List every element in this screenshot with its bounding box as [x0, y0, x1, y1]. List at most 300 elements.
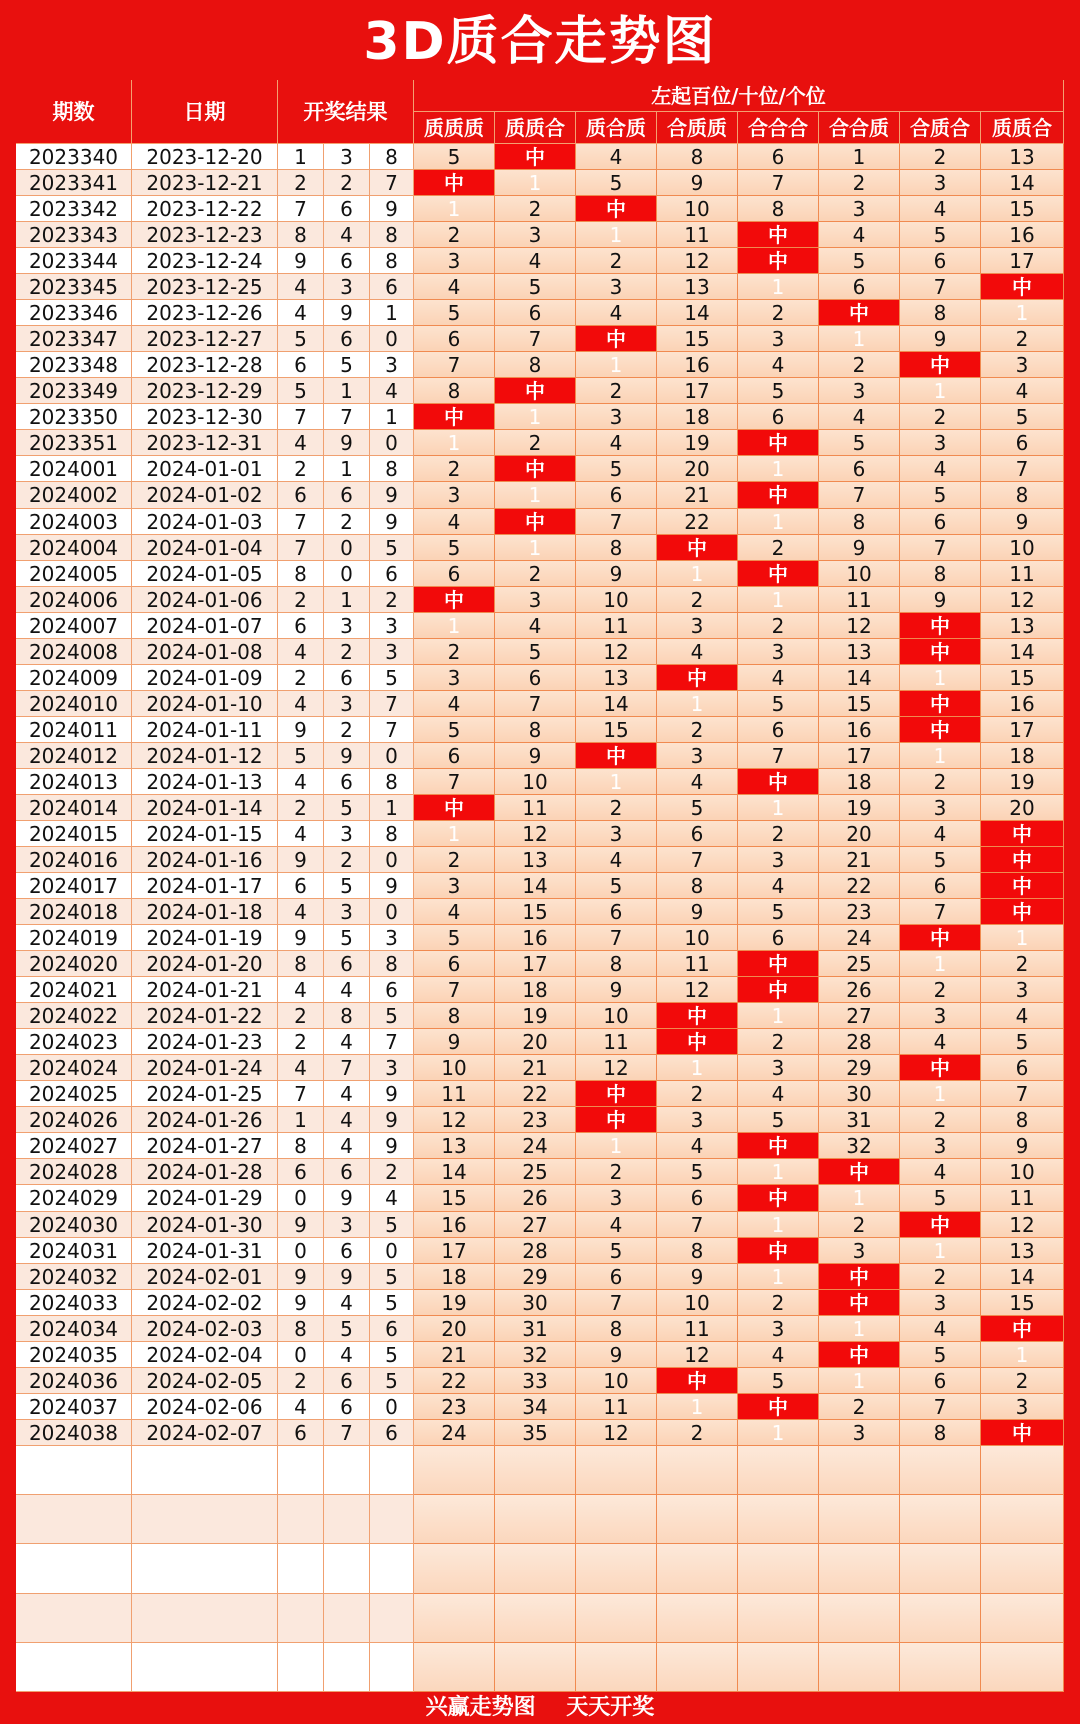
- miss-count-cell: 20: [819, 821, 900, 847]
- result-digit: 4: [278, 977, 324, 1003]
- miss-count-cell: 19: [819, 795, 900, 821]
- miss-count-cell: 22: [819, 873, 900, 899]
- result-digit: 2: [278, 1029, 324, 1055]
- result-digit: 3: [324, 613, 370, 639]
- empty-cell: [738, 1495, 819, 1544]
- result-digit: 4: [278, 821, 324, 847]
- miss-count-cell: 10: [576, 1003, 657, 1029]
- result-digit: 9: [370, 1081, 414, 1107]
- date-cell: 2023-12-20: [132, 144, 278, 170]
- result-digit: 4: [278, 274, 324, 300]
- result-digit: 8: [370, 222, 414, 248]
- result-digit: 9: [324, 1264, 370, 1290]
- miss-count-cell: 7: [414, 352, 495, 378]
- miss-count-cell: 2: [738, 821, 819, 847]
- miss-count-cell: 4: [576, 1212, 657, 1238]
- result-digit: 3: [370, 639, 414, 665]
- miss-count-cell: 6: [900, 873, 981, 899]
- miss-count-cell: 17: [495, 951, 576, 977]
- issue-cell: 2024030: [16, 1212, 132, 1238]
- miss-count-cell: 12: [576, 1055, 657, 1081]
- miss-count-cell: 23: [495, 1107, 576, 1133]
- miss-count-cell: 18: [819, 769, 900, 795]
- miss-count-cell: 5: [900, 1185, 981, 1212]
- miss-count-cell: 1: [495, 404, 576, 430]
- miss-count-cell: 4: [900, 196, 981, 222]
- miss-count-cell: 4: [738, 1081, 819, 1107]
- issue-cell: 2024023: [16, 1029, 132, 1055]
- miss-count-cell: 2: [738, 300, 819, 326]
- miss-count-cell: 5: [981, 1029, 1064, 1055]
- miss-count-cell: 10: [576, 1368, 657, 1394]
- miss-count-cell: 1: [819, 1316, 900, 1342]
- empty-cell: [132, 1643, 278, 1692]
- header-group: 左起百位/十位/个位: [414, 80, 1064, 112]
- empty-cell: [738, 1643, 819, 1692]
- miss-count-cell: 1: [900, 378, 981, 404]
- miss-count-cell: 1: [657, 1394, 738, 1420]
- result-digit: 1: [324, 587, 370, 613]
- miss-count-cell: 19: [657, 430, 738, 456]
- miss-count-cell: 11: [576, 1029, 657, 1055]
- miss-count-cell: 9: [819, 535, 900, 561]
- empty-cell: [981, 1446, 1064, 1495]
- issue-cell: 2024005: [16, 561, 132, 587]
- empty-cell: [738, 1544, 819, 1594]
- miss-count-cell: 17: [657, 378, 738, 404]
- empty-cell: [900, 1495, 981, 1544]
- result-digit: 4: [324, 1133, 370, 1159]
- miss-count-cell: 6: [414, 951, 495, 977]
- empty-cell: [657, 1643, 738, 1692]
- empty-cell: [370, 1495, 414, 1544]
- hit-cell: 中: [738, 430, 819, 456]
- result-digit: 7: [324, 1420, 370, 1446]
- miss-count-cell: 18: [414, 1264, 495, 1290]
- miss-count-cell: 1: [819, 326, 900, 352]
- miss-count-cell: 4: [576, 430, 657, 456]
- hit-cell: 中: [900, 717, 981, 743]
- miss-count-cell: 2: [576, 378, 657, 404]
- hit-cell: 中: [819, 1342, 900, 1368]
- miss-count-cell: 10: [495, 769, 576, 795]
- miss-count-cell: 2: [495, 561, 576, 587]
- miss-count-cell: 6: [738, 717, 819, 743]
- miss-count-cell: 3: [981, 977, 1064, 1003]
- result-digit: 0: [370, 1238, 414, 1264]
- miss-count-cell: 2: [495, 430, 576, 456]
- miss-count-cell: 8: [981, 1107, 1064, 1133]
- hit-cell: 中: [900, 1212, 981, 1238]
- miss-count-cell: 8: [414, 378, 495, 404]
- result-digit: 2: [370, 1159, 414, 1185]
- empty-cell: [495, 1544, 576, 1594]
- miss-count-cell: 12: [657, 977, 738, 1003]
- result-digit: 3: [324, 274, 370, 300]
- result-digit: 6: [324, 196, 370, 222]
- empty-cell: [370, 1643, 414, 1692]
- result-digit: 7: [278, 196, 324, 222]
- miss-count-cell: 17: [414, 1238, 495, 1264]
- result-digit: 5: [324, 925, 370, 951]
- miss-count-cell: 31: [819, 1107, 900, 1133]
- miss-count-cell: 2: [900, 144, 981, 170]
- hit-cell: 中: [495, 509, 576, 535]
- result-digit: 7: [278, 1081, 324, 1107]
- hit-cell: 中: [981, 1316, 1064, 1342]
- miss-count-cell: 1: [981, 300, 1064, 326]
- empty-cell: [495, 1495, 576, 1544]
- hit-cell: 中: [819, 1264, 900, 1290]
- miss-count-cell: 11: [657, 1316, 738, 1342]
- issue-cell: 2023351: [16, 430, 132, 456]
- miss-count-cell: 7: [981, 1081, 1064, 1107]
- hit-cell: 中: [414, 795, 495, 821]
- miss-count-cell: 6: [981, 430, 1064, 456]
- issue-cell: 2024008: [16, 639, 132, 665]
- miss-count-cell: 4: [900, 456, 981, 482]
- miss-count-cell: 7: [576, 925, 657, 951]
- miss-count-cell: 7: [414, 769, 495, 795]
- miss-count-cell: 1: [414, 196, 495, 222]
- miss-count-cell: 1: [981, 925, 1064, 951]
- result-digit: 7: [324, 404, 370, 430]
- empty-cell: [900, 1643, 981, 1692]
- miss-count-cell: 4: [576, 847, 657, 873]
- miss-count-cell: 2: [657, 717, 738, 743]
- miss-count-cell: 5: [414, 144, 495, 170]
- date-cell: 2024-02-03: [132, 1316, 278, 1342]
- miss-count-cell: 7: [495, 691, 576, 717]
- result-digit: 9: [278, 717, 324, 743]
- miss-count-cell: 7: [738, 743, 819, 769]
- miss-count-cell: 1: [495, 535, 576, 561]
- issue-cell: 2024011: [16, 717, 132, 743]
- result-digit: 9: [370, 873, 414, 899]
- issue-cell: 2023349: [16, 378, 132, 404]
- empty-cell: [657, 1544, 738, 1594]
- result-digit: 6: [370, 274, 414, 300]
- hit-cell: 中: [576, 1081, 657, 1107]
- date-cell: 2024-01-03: [132, 509, 278, 535]
- result-digit: 5: [324, 1316, 370, 1342]
- miss-count-cell: 4: [495, 613, 576, 639]
- hit-cell: 中: [414, 404, 495, 430]
- hit-cell: 中: [576, 743, 657, 769]
- miss-count-cell: 13: [981, 613, 1064, 639]
- issue-cell: 2023347: [16, 326, 132, 352]
- hit-cell: 中: [657, 1368, 738, 1394]
- miss-count-cell: 1: [900, 1081, 981, 1107]
- miss-count-cell: 2: [981, 951, 1064, 977]
- result-digit: 5: [324, 873, 370, 899]
- miss-count-cell: 4: [414, 509, 495, 535]
- miss-count-cell: 3: [819, 1420, 900, 1446]
- empty-cell: [657, 1594, 738, 1643]
- miss-count-cell: 16: [819, 717, 900, 743]
- empty-cell: [819, 1594, 900, 1643]
- miss-count-cell: 24: [819, 925, 900, 951]
- miss-count-cell: 1: [576, 352, 657, 378]
- result-digit: 5: [370, 1368, 414, 1394]
- date-cell: 2023-12-25: [132, 274, 278, 300]
- date-cell: 2024-01-01: [132, 456, 278, 482]
- miss-count-cell: 6: [981, 1055, 1064, 1081]
- miss-count-cell: 1: [819, 144, 900, 170]
- miss-count-cell: 4: [981, 378, 1064, 404]
- miss-count-cell: 10: [657, 196, 738, 222]
- result-digit: 2: [324, 170, 370, 196]
- issue-cell: 2024001: [16, 456, 132, 482]
- miss-count-cell: 2: [414, 847, 495, 873]
- hit-cell: 中: [576, 1107, 657, 1133]
- miss-count-cell: 14: [495, 873, 576, 899]
- miss-count-cell: 7: [819, 482, 900, 509]
- empty-cell: [576, 1446, 657, 1495]
- date-cell: 2024-01-25: [132, 1081, 278, 1107]
- result-digit: 9: [278, 1290, 324, 1316]
- miss-count-cell: 3: [819, 196, 900, 222]
- miss-count-cell: 21: [819, 847, 900, 873]
- miss-count-cell: 6: [819, 456, 900, 482]
- result-digit: 1: [324, 456, 370, 482]
- result-digit: 9: [370, 1133, 414, 1159]
- miss-count-cell: 3: [738, 326, 819, 352]
- empty-cell: [370, 1544, 414, 1594]
- miss-count-cell: 15: [981, 665, 1064, 691]
- empty-cell: [324, 1544, 370, 1594]
- miss-count-cell: 4: [819, 404, 900, 430]
- miss-count-cell: 1: [738, 274, 819, 300]
- miss-count-cell: 13: [576, 665, 657, 691]
- miss-count-cell: 8: [576, 951, 657, 977]
- miss-count-cell: 5: [900, 847, 981, 873]
- empty-cell: [278, 1495, 324, 1544]
- issue-cell: 2024013: [16, 769, 132, 795]
- empty-cell: [324, 1446, 370, 1495]
- miss-count-cell: 6: [738, 144, 819, 170]
- result-digit: 5: [324, 795, 370, 821]
- miss-count-cell: 9: [657, 170, 738, 196]
- empty-cell: [324, 1594, 370, 1643]
- empty-cell: [900, 1594, 981, 1643]
- miss-count-cell: 8: [981, 482, 1064, 509]
- issue-cell: 2023340: [16, 144, 132, 170]
- miss-count-cell: 5: [738, 1107, 819, 1133]
- miss-count-cell: 6: [576, 482, 657, 509]
- issue-cell: 2024003: [16, 509, 132, 535]
- miss-count-cell: 15: [981, 196, 1064, 222]
- miss-count-cell: 8: [738, 196, 819, 222]
- result-digit: 3: [324, 1212, 370, 1238]
- issue-cell: 2024038: [16, 1420, 132, 1446]
- date-cell: 2024-01-11: [132, 717, 278, 743]
- empty-cell: [132, 1594, 278, 1643]
- date-cell: 2023-12-29: [132, 378, 278, 404]
- miss-count-cell: 13: [981, 1238, 1064, 1264]
- result-digit: 0: [370, 326, 414, 352]
- miss-count-cell: 2: [900, 404, 981, 430]
- miss-count-cell: 1: [738, 1212, 819, 1238]
- date-cell: 2024-01-08: [132, 639, 278, 665]
- date-cell: 2024-01-24: [132, 1055, 278, 1081]
- issue-cell: 2024031: [16, 1238, 132, 1264]
- miss-count-cell: 1: [657, 561, 738, 587]
- miss-count-cell: 12: [819, 613, 900, 639]
- issue-cell: 2024014: [16, 795, 132, 821]
- result-digit: 3: [324, 144, 370, 170]
- miss-count-cell: 6: [900, 1368, 981, 1394]
- result-digit: 6: [370, 1420, 414, 1446]
- miss-count-cell: 15: [981, 1290, 1064, 1316]
- miss-count-cell: 8: [576, 535, 657, 561]
- hit-cell: 中: [738, 977, 819, 1003]
- miss-count-cell: 13: [495, 847, 576, 873]
- miss-count-cell: 13: [657, 274, 738, 300]
- miss-count-cell: 26: [819, 977, 900, 1003]
- miss-count-cell: 2: [819, 1212, 900, 1238]
- miss-count-cell: 12: [495, 821, 576, 847]
- result-digit: 0: [370, 430, 414, 456]
- miss-count-cell: 2: [981, 326, 1064, 352]
- chart-title: 3D质合走势图: [363, 12, 717, 72]
- miss-count-cell: 21: [657, 482, 738, 509]
- miss-count-cell: 11: [657, 951, 738, 977]
- miss-count-cell: 11: [819, 587, 900, 613]
- miss-count-cell: 2: [414, 222, 495, 248]
- miss-count-cell: 12: [576, 1420, 657, 1446]
- result-digit: 9: [370, 196, 414, 222]
- miss-count-cell: 7: [495, 326, 576, 352]
- date-cell: 2023-12-31: [132, 430, 278, 456]
- result-digit: 4: [324, 1342, 370, 1368]
- result-digit: 3: [370, 613, 414, 639]
- miss-count-cell: 34: [495, 1394, 576, 1420]
- miss-count-cell: 3: [576, 821, 657, 847]
- miss-count-cell: 5: [576, 873, 657, 899]
- result-digit: 6: [324, 1238, 370, 1264]
- result-digit: 2: [370, 587, 414, 613]
- header-pattern: 质质质: [414, 112, 495, 144]
- empty-cell: [900, 1544, 981, 1594]
- hit-cell: 中: [657, 1029, 738, 1055]
- miss-count-cell: 16: [657, 352, 738, 378]
- empty-cell: [576, 1643, 657, 1692]
- miss-count-cell: 20: [981, 795, 1064, 821]
- miss-count-cell: 3: [414, 482, 495, 509]
- miss-count-cell: 12: [981, 1212, 1064, 1238]
- miss-count-cell: 2: [738, 1029, 819, 1055]
- miss-count-cell: 3: [576, 274, 657, 300]
- miss-count-cell: 5: [981, 404, 1064, 430]
- result-digit: 6: [370, 977, 414, 1003]
- result-digit: 4: [370, 378, 414, 404]
- miss-count-cell: 3: [414, 665, 495, 691]
- result-digit: 6: [324, 248, 370, 274]
- miss-count-cell: 3: [981, 352, 1064, 378]
- result-digit: 1: [324, 378, 370, 404]
- empty-cell: [495, 1643, 576, 1692]
- result-digit: 8: [278, 222, 324, 248]
- miss-count-cell: 7: [900, 899, 981, 925]
- miss-count-cell: 7: [900, 1394, 981, 1420]
- miss-count-cell: 24: [495, 1133, 576, 1159]
- miss-count-cell: 27: [495, 1212, 576, 1238]
- result-digit: 4: [278, 639, 324, 665]
- result-digit: 6: [324, 951, 370, 977]
- result-digit: 3: [370, 1055, 414, 1081]
- hit-cell: 中: [738, 1133, 819, 1159]
- miss-count-cell: 2: [576, 1159, 657, 1185]
- date-cell: 2024-01-13: [132, 769, 278, 795]
- hit-cell: 中: [738, 769, 819, 795]
- miss-count-cell: 2: [738, 613, 819, 639]
- result-digit: 2: [278, 1368, 324, 1394]
- miss-count-cell: 1: [495, 170, 576, 196]
- hit-cell: 中: [981, 899, 1064, 925]
- miss-count-cell: 9: [576, 561, 657, 587]
- issue-cell: 2024021: [16, 977, 132, 1003]
- issue-cell: 2024027: [16, 1133, 132, 1159]
- miss-count-cell: 4: [981, 1003, 1064, 1029]
- result-digit: 4: [278, 430, 324, 456]
- hit-cell: 中: [738, 561, 819, 587]
- miss-count-cell: 6: [900, 248, 981, 274]
- header-pattern: 合质质: [657, 112, 738, 144]
- result-digit: 9: [370, 509, 414, 535]
- miss-count-cell: 5: [900, 222, 981, 248]
- miss-count-cell: 2: [900, 1107, 981, 1133]
- result-digit: 9: [324, 1185, 370, 1212]
- issue-cell: 2023346: [16, 300, 132, 326]
- result-digit: 1: [278, 144, 324, 170]
- date-cell: 2024-01-12: [132, 743, 278, 769]
- result-digit: 4: [278, 691, 324, 717]
- miss-count-cell: 1: [657, 691, 738, 717]
- header-pattern: 合合质: [819, 112, 900, 144]
- miss-count-cell: 5: [738, 899, 819, 925]
- hit-cell: 中: [900, 1055, 981, 1081]
- date-cell: 2024-01-02: [132, 482, 278, 509]
- issue-cell: 2024007: [16, 613, 132, 639]
- miss-count-cell: 5: [819, 248, 900, 274]
- result-digit: 0: [278, 1342, 324, 1368]
- miss-count-cell: 4: [576, 144, 657, 170]
- result-digit: 6: [324, 665, 370, 691]
- result-digit: 5: [370, 1264, 414, 1290]
- miss-count-cell: 3: [900, 795, 981, 821]
- date-cell: 2024-01-15: [132, 821, 278, 847]
- miss-count-cell: 6: [495, 665, 576, 691]
- miss-count-cell: 10: [819, 561, 900, 587]
- miss-count-cell: 11: [495, 795, 576, 821]
- issue-cell: 2024009: [16, 665, 132, 691]
- result-digit: 4: [278, 1055, 324, 1081]
- hit-cell: 中: [981, 847, 1064, 873]
- miss-count-cell: 8: [414, 1003, 495, 1029]
- miss-count-cell: 6: [819, 274, 900, 300]
- result-digit: 3: [324, 691, 370, 717]
- miss-count-cell: 1: [414, 613, 495, 639]
- hit-cell: 中: [738, 951, 819, 977]
- miss-count-cell: 9: [981, 509, 1064, 535]
- miss-count-cell: 3: [657, 1107, 738, 1133]
- miss-count-cell: 14: [819, 665, 900, 691]
- miss-count-cell: 1: [738, 509, 819, 535]
- result-digit: 7: [370, 691, 414, 717]
- miss-count-cell: 4: [738, 665, 819, 691]
- hit-cell: 中: [819, 300, 900, 326]
